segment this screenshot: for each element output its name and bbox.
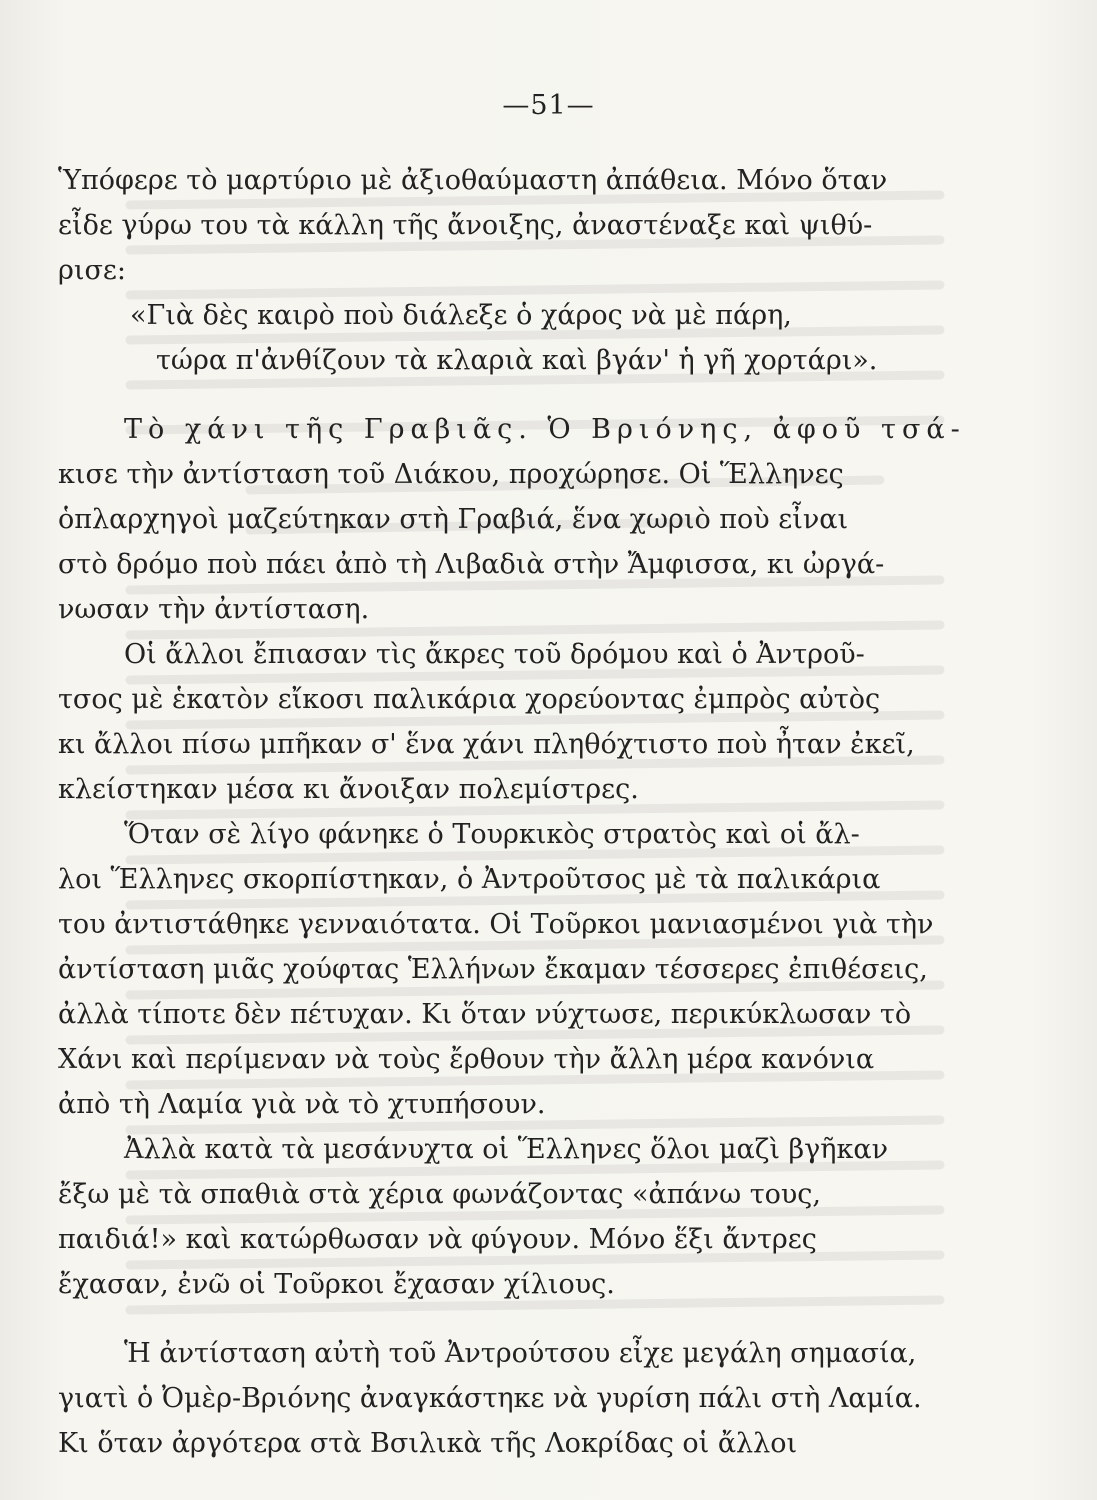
text-line: ρισε:: [58, 255, 126, 286]
text-line: ἀντίσταση μιᾶς χούφτας Ἑλλήνων ἔκαμαν τέσσερες ἐπιθέσεις,: [58, 954, 928, 985]
verse-line: τώρα π'ἀνθίζουν τὰ κλαριὰ καὶ βγάν' ἡ γῆ χορτάρι».: [156, 345, 878, 376]
text-line: Ὑπόφερε τὸ μαρτύριο μὲ ἀξιοθαύμαστη ἀπάθεια. Μόνο ὅταν: [58, 165, 888, 196]
text-line: παιδιά!» καὶ κατώρθωσαν νὰ φύγουν. Μόνο ἕξι ἄντρες: [58, 1224, 817, 1255]
text-line: λοι Ἕλληνες σκορπίστηκαν, ὁ Ἀντροῦτσος μὲ τὰ παλικάρια: [58, 864, 881, 895]
text-line: του ἀντιστάθηκε γενναιότατα. Οἱ Τοῦρκοι μανιασμένοι γιὰ τὴν: [58, 909, 934, 940]
text-line: κισε τὴν ἀντίσταση τοῦ Διάκου, προχώρησε. Οἱ Ἕλληνες: [58, 459, 844, 490]
text-line: Οἱ ἄλλοι ἔπιασαν τὶς ἄκρες τοῦ δρόμου καὶ ὁ Ἀντροῦ-: [124, 639, 865, 670]
text-line: κλείστηκαν μέσα κι ἄνοιξαν πολεμίστρες.: [58, 774, 639, 805]
text-line: Ὅταν σὲ λίγο φάνηκε ὁ Τουρκικὸς στρατὸς καὶ οἱ ἄλ-: [124, 819, 860, 850]
page-number: —51—: [502, 90, 595, 121]
section-heading-line: Τὸ χάνι τῆς Γραβιᾶς. Ὁ Βριόνης, ἀφοῦ τσά-: [124, 414, 966, 445]
text-line: Κι ὅταν ἀργότερα στὰ Βσιλικὰ τῆς Λοκρίδας οἱ ἄλλοι: [58, 1428, 798, 1459]
text-line: Ἡ ἀντίσταση αὐτὴ τοῦ Ἀντρούτσου εἶχε μεγάλη σημασία,: [124, 1338, 917, 1369]
text-line: στὸ δρόμο ποὺ πάει ἀπὸ τὴ Λιβαδιὰ στὴν Ἄμφισσα, κι ὠργά-: [58, 549, 885, 580]
text-line: ἔξω μὲ τὰ σπαθιὰ στὰ χέρια φωνάζοντας «ἀπάνω τους,: [58, 1179, 822, 1210]
text-line: ὁπλαρχηγοὶ μαζεύτηκαν στὴ Γραβιά, ἕνα χωριὸ ποὺ εἶναι: [58, 504, 849, 535]
verse-line: «Γιὰ δὲς καιρὸ ποὺ διάλεξε ὁ χάρος νὰ μὲ πάρη,: [130, 300, 792, 331]
text-line: Χάνι καὶ περίμεναν νὰ τοὺς ἔρθουν τὴν ἄλλη μέρα κανόνια: [58, 1044, 875, 1075]
body-text: [58, 158, 973, 1466]
text-line: τσος μὲ ἑκατὸν εἴκοσι παλικάρια χορεύοντας ἐμπρὸς αὐτὸς: [58, 684, 881, 715]
text-line: ἀπὸ τὴ Λαμία γιὰ νὰ τὸ χτυπήσουν.: [58, 1089, 546, 1120]
text-line: ἔχασαν, ἐνῶ οἱ Τοῦρκοι ἔχασαν χίλιους.: [58, 1269, 615, 1300]
text-line: κι ἄλλοι πίσω μπῆκαν σ' ἕνα χάνι πληθόχτιστο ποὺ ἦταν ἐκεῖ,: [58, 729, 915, 760]
text-line: νωσαν τὴν ἀντίσταση.: [58, 594, 370, 625]
text-line: ἀλλὰ τίποτε δὲν πέτυχαν. Κι ὅταν νύχτωσε, περικύκλωσαν τὸ: [58, 999, 912, 1030]
text-line: εἶδε γύρω του τὰ κάλλη τῆς ἄνοιξης, ἀναστέναξε καὶ ψιθύ-: [58, 210, 873, 241]
text-line: Ἀλλὰ κατὰ τὰ μεσάνυχτα οἱ Ἕλληνες ὅλοι μαζὶ βγῆκαν: [124, 1134, 888, 1165]
text-line: γιατὶ ὁ Ὀμὲρ-Βριόνης ἀναγκάστηκε νὰ γυρίση πάλι στὴ Λαμία.: [58, 1383, 922, 1414]
